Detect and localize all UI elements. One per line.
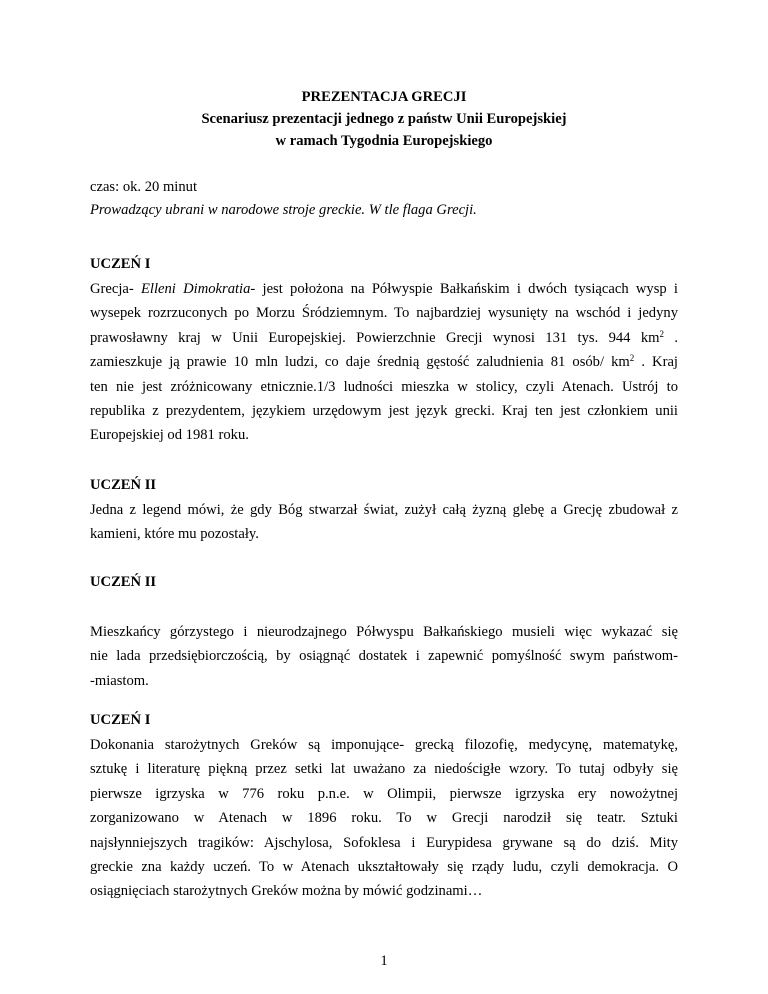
- section-heading: UCZEŃ I: [90, 256, 151, 272]
- paragraph-line: Dokonania starożytnych Greków są imponujące- grecką filozofię, medycynę, matematykę,: [90, 737, 678, 753]
- paragraph-line: nie lada przedsiębiorczością, by osiągnąć dostatek i zapewnić pomyślność swym państwom-: [90, 648, 678, 665]
- paragraph-line: Mieszkańcy górzystego i nieurodzajnego Półwyspu Bałkańskiego musieli więc wykazać się: [90, 624, 678, 640]
- greek-name: Elleni Dimokratia: [141, 281, 251, 297]
- section-student-1b: [90, 709, 678, 904]
- document-page: [90, 0, 678, 994]
- section-paragraph: [90, 620, 678, 693]
- section-paragraph: [90, 733, 678, 904]
- paragraph-line: osiągnięciach starożytnych Greków można by mówić godzinami…: [90, 883, 483, 900]
- document-title: PREZENTACJA GRECJI: [301, 89, 467, 105]
- paragraph-line: republika z prezydentem, językiem urzędowym jest język grecki. Kraj ten jest członkiem unii: [90, 403, 678, 420]
- section-heading: UCZEŃ I: [90, 712, 151, 728]
- time-info: czas: ok. 20 minut: [90, 179, 198, 195]
- paragraph-line: sztukę i literaturę piękną przez setki lat uważano za niedościgłe wzory. To tutaj odbyły się: [90, 761, 678, 778]
- section-student-1: [90, 253, 678, 448]
- document-subtitle: Scenariusz prezentacji jednego z państw Unii Europejskiej: [201, 111, 567, 127]
- meta-block: [90, 176, 678, 222]
- superscript: 2: [629, 353, 635, 364]
- paragraph-line: Jedna z legend mówi, że gdy Bóg stwarzał świat, zużył całą żyzną glebę a Grecję zbudował z: [90, 502, 678, 518]
- section-heading: UCZEŃ II: [90, 574, 157, 590]
- paragraph-line: ten nie jest zróżnicowany etnicznie.1/3 ludności mieszka w stolicy, czyli Atenach. Ustrój to: [90, 378, 678, 395]
- title-block: [90, 86, 678, 152]
- paragraph-line: prawosławny kraj w Unii Europejskiej. Powierzchnie Grecji wynosi 131 tys. 944 $km^2$ .: [90, 328, 678, 346]
- section-student-2: [90, 474, 678, 547]
- section-paragraph: [90, 277, 678, 448]
- paragraph-line: pierwsze igrzyska w 776 roku p.n.e. w Olimpii, pierwsze igrzyska ery nowożytnej: [90, 785, 678, 802]
- superscript: 2: [659, 328, 664, 339]
- paragraph-line: Europejskiej od 1981 roku.: [90, 427, 249, 444]
- section-student-2b: [90, 571, 678, 693]
- stage-direction: Prowadzący ubrani w narodowe stroje greckie. W tle flaga Grecji.: [90, 202, 477, 218]
- page-number: 1: [380, 953, 388, 969]
- paragraph-line: zamieszkuje ją prawie 10 mln ludzi, co daje średnią gęstość zaludnienia 81 osób/ $km^2$ . Kraj: [90, 353, 678, 371]
- paragraph-line: wysepek rozrzuconych po Morzu Śródziemnym. To najbardziej wysunięty na wschód i jedyny: [90, 305, 678, 322]
- paragraph-line: kamieni, które mu pozostały.: [90, 526, 259, 543]
- paragraph-line: greckie zna każdy uczeń. To w Atenach ukształtowały się rządy ludu, czyli demokracja. O: [90, 859, 678, 876]
- paragraph-line: zorganizowano w Atenach w 1896 roku. To w Grecji narodził się teatr. Sztuki: [90, 810, 678, 827]
- paragraph-line: najsłynniejszych tragików: Ajschylosa, Sofoklesa i Eurypidesa grywane są do dziś. Mity: [90, 834, 678, 851]
- section-paragraph: [90, 498, 678, 547]
- document-subtitle-2: w ramach Tygodnia Europejskiego: [275, 133, 493, 149]
- paragraph-line: Grecja- Elleni Dimokratia- jest położona na Półwyspie Bałkańskim i dwóch tysiącach wysp i: [90, 281, 678, 297]
- paragraph-line: -miastom.: [90, 672, 149, 689]
- section-heading: UCZEŃ II: [90, 477, 157, 493]
